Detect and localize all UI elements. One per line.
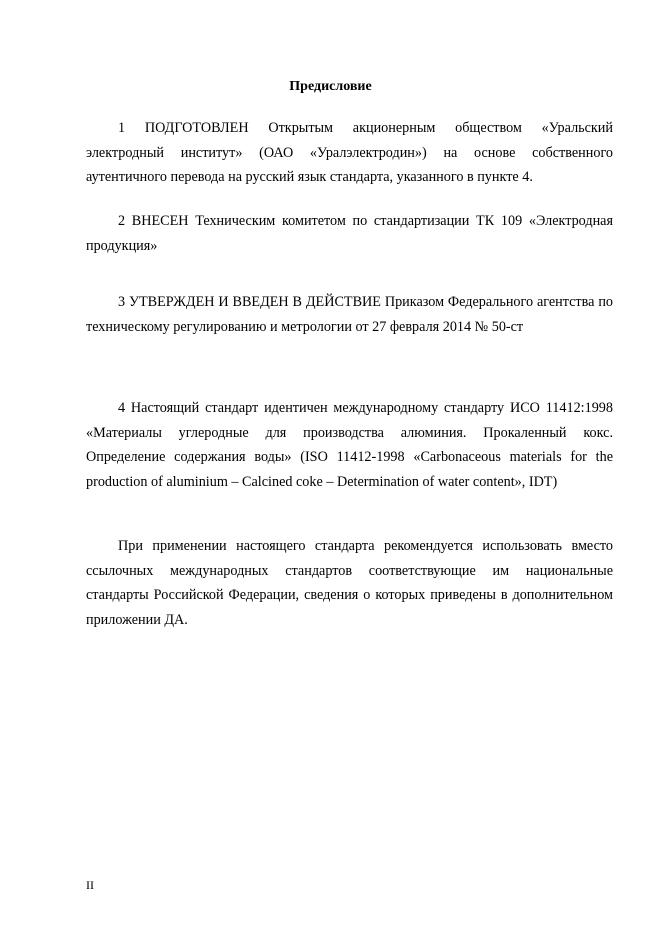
page-title: Предисловие <box>289 79 372 94</box>
page-number: II <box>86 878 94 892</box>
paragraph-approved: 3 УТВЕРЖДЕН И ВВЕДЕН В ДЕЙСТВИЕ Приказом Федерального агентства по техническому регулированию и метрологии от 27 февраля 2014 № 50-ст <box>86 294 613 335</box>
paragraph-reference-note: При применении настоящего стандарта рекомендуется использовать вместо ссылочных международных стандартов соответствующие им национальные стандарты Российской Федерации, сведения о которых приведены в дополнительном приложении ДА. <box>86 538 613 628</box>
paragraph-prepared-by: 1 ПОДГОТОВЛЕН Открытым акционерным обществом «Уральский электродный институт» (ОАО «Уралэлектродин») на основе собственного аутентичного перевода на русский язык стандарта, указанного в пункте 4. <box>86 120 613 185</box>
paragraph-identical-standard: 4 Настоящий стандарт идентичен международному стандарту ИСО 11412:1998 «Материалы углеродные для производства алюминия. Прокаленный кокс. Определение содержания воды» (ISO 11412-1998 «Carbonaceous materials for the production of aluminium – Calcined coke – Determination of water content», IDT) <box>86 400 613 490</box>
paragraph-introduced-by: 2 ВНЕСЕН Техническим комитетом по стандартизации ТК 109 «Электродная продукция» <box>86 213 613 254</box>
